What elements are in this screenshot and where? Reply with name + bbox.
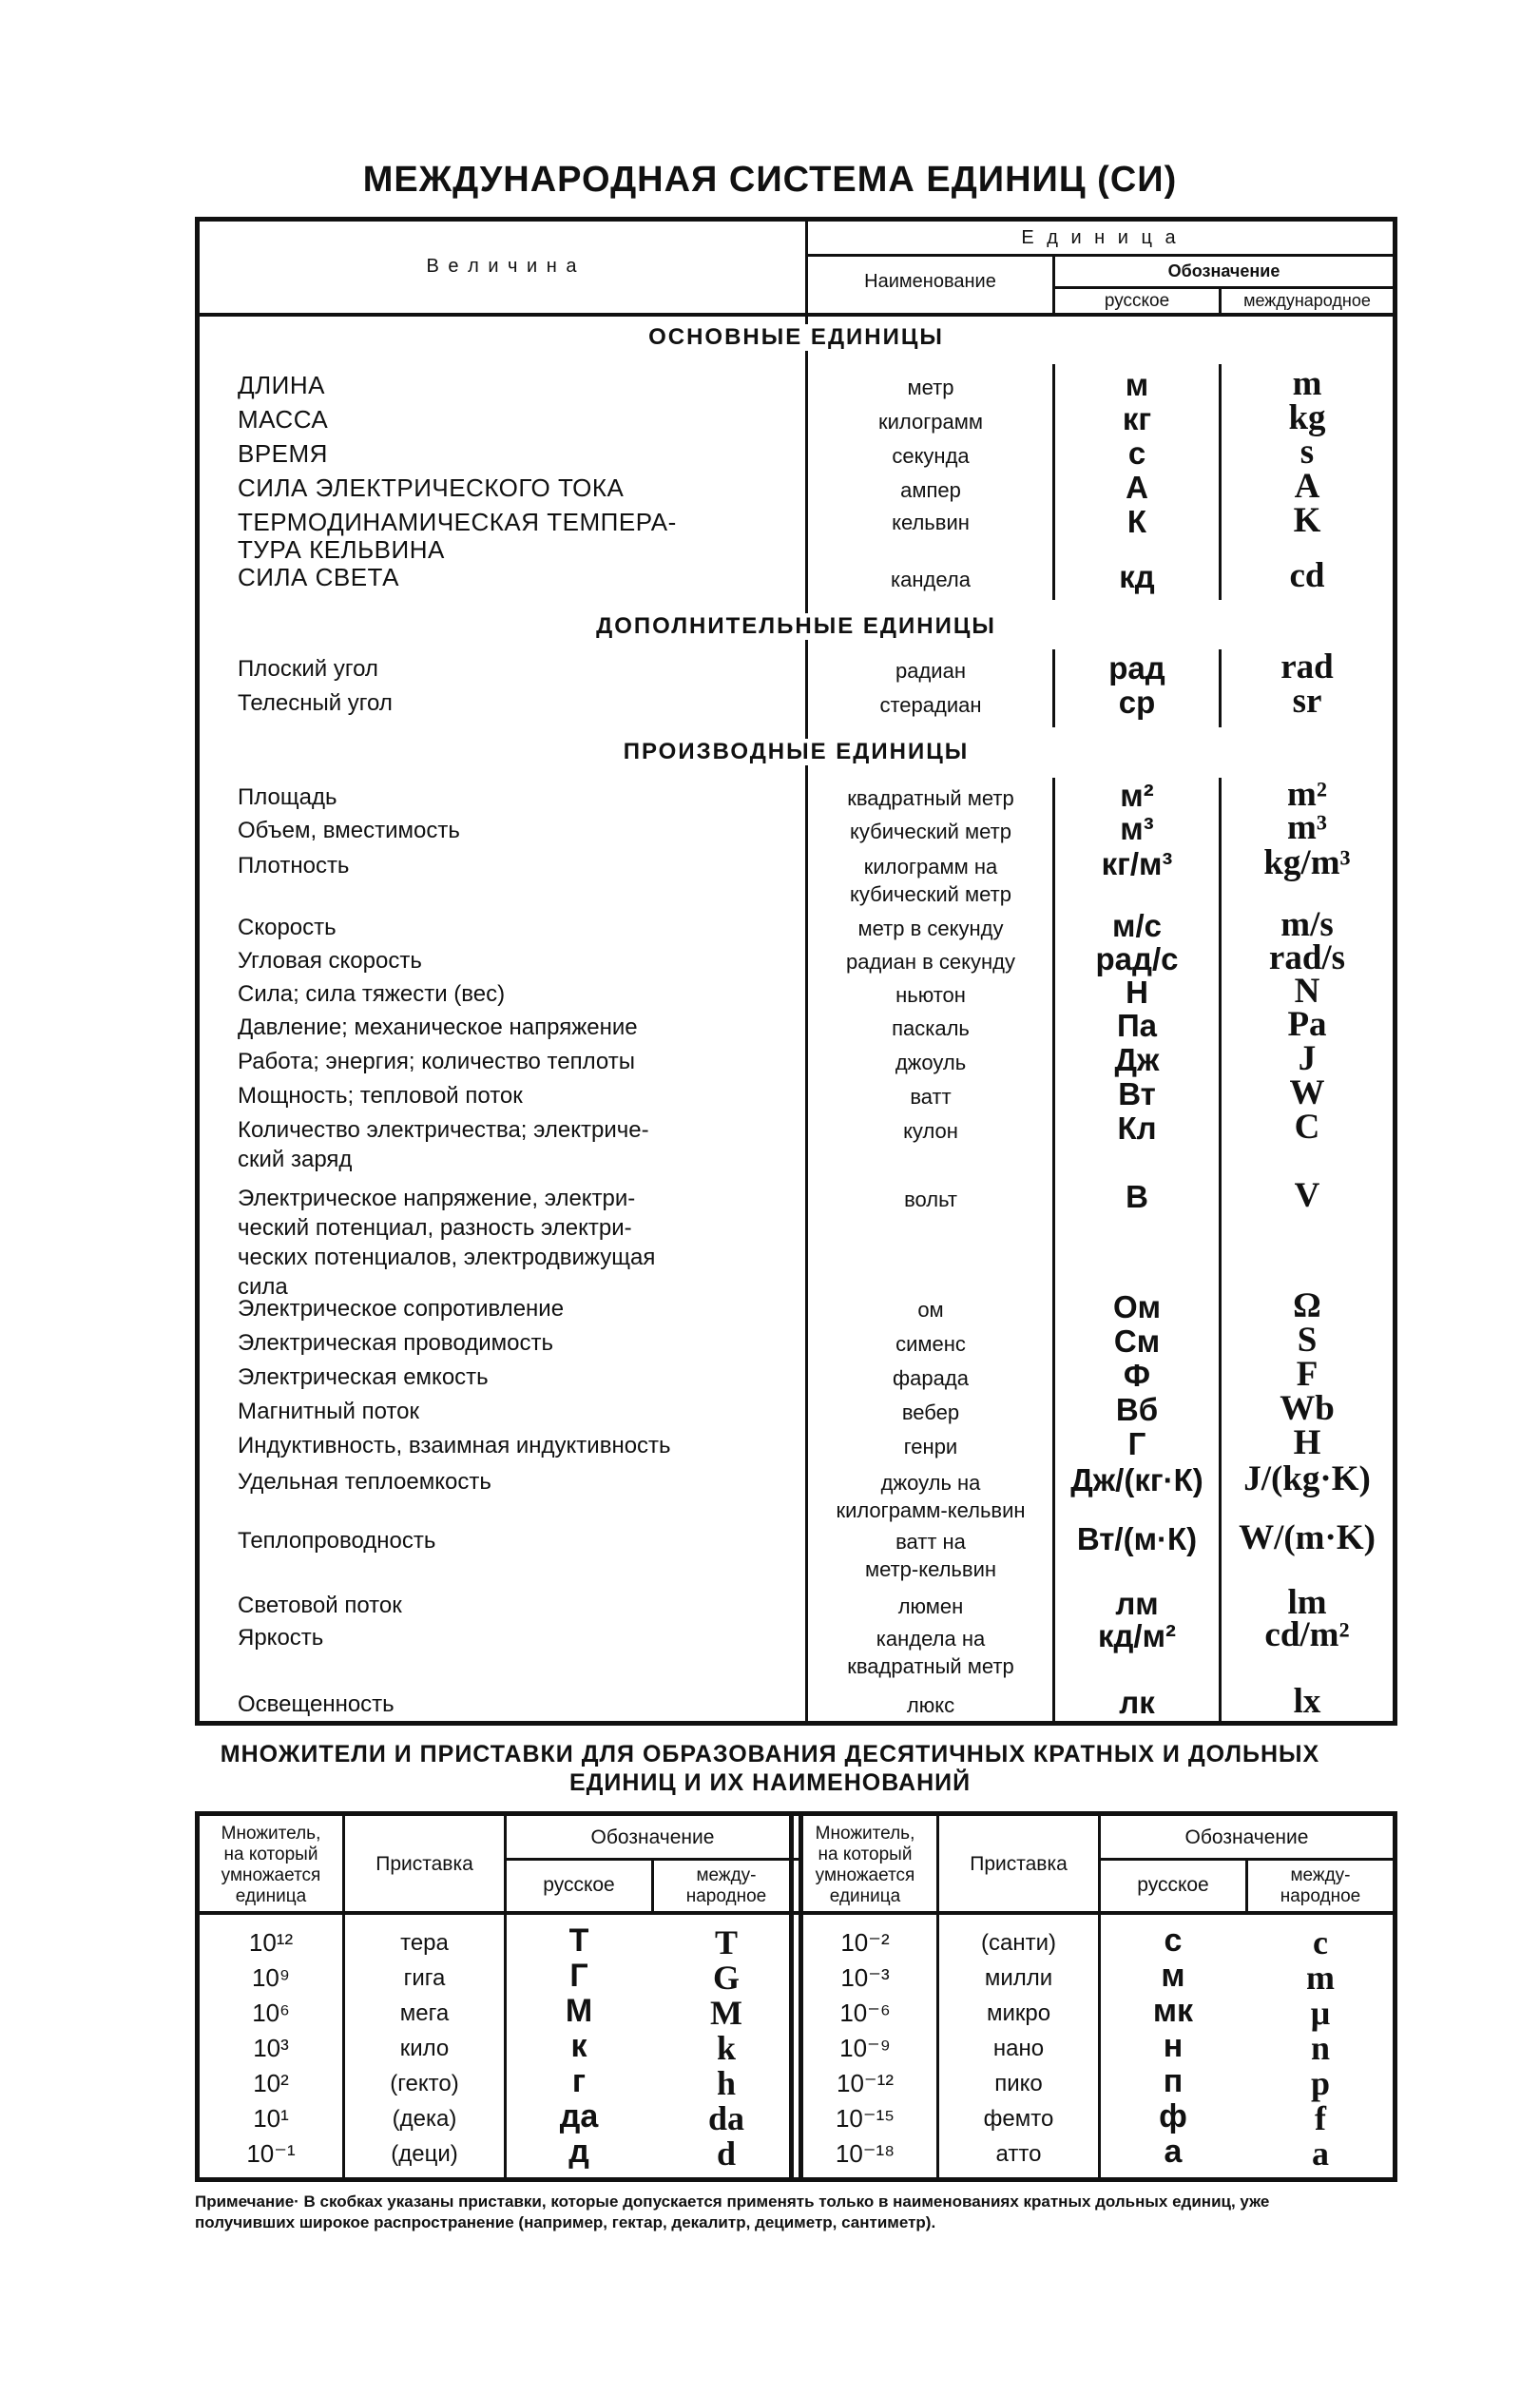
- prefix-cell: кило: [399, 2036, 450, 2061]
- prefix-cell: (санти): [981, 1930, 1056, 1956]
- international-symbol-cell: cd/m²: [1264, 1615, 1350, 1654]
- quantity-cell: СИЛА ЭЛЕКТРИЧЕСКОГО ТОКА: [238, 473, 625, 502]
- international-symbol-cell: Wb: [1280, 1389, 1335, 1428]
- quantity-cell: Угловая скорость: [238, 948, 422, 974]
- unit-name-cell: ватт: [910, 1085, 952, 1109]
- unit-name-cell: секунда: [892, 444, 970, 468]
- quantity-cell: Телесный угол: [238, 690, 393, 716]
- quantity-cell: Электрическая емкость: [238, 1364, 489, 1390]
- unit-name-cell: фарада: [893, 1366, 969, 1390]
- unit-name-cell: стерадиан: [879, 693, 982, 717]
- quantity-cell: Давление; механическое напряжение: [238, 1014, 638, 1040]
- quantity-cell: Удельная теплоемкость: [238, 1469, 491, 1495]
- russian-symbol-cell: В: [1126, 1179, 1148, 1214]
- page-title: МЕЖДУНАРОДНАЯ СИСТЕМА ЕДИНИЦ (СИ): [362, 160, 1178, 200]
- quantity-cell: Электрическое сопротивление: [238, 1296, 565, 1322]
- unit-name-cell: килограмм на кубический метр: [850, 855, 1011, 906]
- quantity-cell: СИЛА СВЕТА: [238, 563, 399, 591]
- international-symbol-cell: m²: [1287, 775, 1327, 814]
- quantity-cell: Площадь: [238, 784, 337, 810]
- multiplier-header: Множитель, на который умножается единица: [221, 1824, 321, 1906]
- russian-symbol-cell: М: [565, 1993, 593, 2029]
- russian-symbol-cell: кг: [1122, 401, 1152, 436]
- footnote: Примечание· В скобках указаны приставки, которые допускается применять только в наименованиях кратных дольных единиц, уже получивших широкое распространение (например, гектар, декалитр, дециметр, сантиметр).: [195, 2192, 1270, 2231]
- international-symbol-cell: k: [716, 2029, 737, 2067]
- russian-symbol-cell: А: [1126, 470, 1148, 505]
- russian-symbol-cell: а: [1164, 2134, 1183, 2170]
- russian-symbol-cell: Дж: [1114, 1042, 1160, 1077]
- international-symbol-cell: J: [1298, 1039, 1317, 1078]
- multiplier-cell: 10⁻²: [840, 1928, 890, 1957]
- international-symbol-cell: V: [1294, 1176, 1320, 1215]
- quantity-cell: Электрическое напряжение, электри- ческий потенциал, разность электри- ческих потенциалов, электродвижущая сила: [238, 1186, 656, 1300]
- russian-symbol-cell: ср: [1118, 685, 1156, 720]
- prefix-header: Приставка: [970, 1853, 1068, 1875]
- prefix-cell: фемто: [983, 2106, 1054, 2132]
- russian-symbol-cell: м: [1125, 367, 1149, 402]
- international-symbol-cell: h: [716, 2064, 737, 2102]
- multiplier-cell: 10⁻³: [840, 1963, 890, 1992]
- unit-name-cell: джоуль: [895, 1051, 967, 1074]
- unit-name-cell: кубический метр: [850, 820, 1011, 843]
- quantity-cell: Теплопроводность: [238, 1528, 436, 1554]
- russian-symbol-cell: м³: [1120, 811, 1154, 846]
- international-symbol-cell: S: [1297, 1321, 1318, 1360]
- unit-name-cell: вебер: [901, 1400, 960, 1424]
- russian-symbol-cell: рад: [1108, 650, 1165, 686]
- prefix-cell: (деци): [391, 2141, 458, 2167]
- international-symbol-cell: kg/m³: [1263, 843, 1351, 882]
- russian-symbol-cell: лм: [1115, 1586, 1159, 1621]
- international-symbol-cell: rad: [1280, 647, 1334, 686]
- international-symbol-cell: cd: [1289, 556, 1325, 595]
- international-header: международное: [1243, 291, 1371, 310]
- international-symbol-cell: d: [716, 2134, 737, 2173]
- russian-symbol-cell: ф: [1159, 2098, 1187, 2134]
- prefix-cell: (гекто): [390, 2071, 459, 2096]
- russian-symbol-cell: да: [559, 2098, 599, 2134]
- unit-name-cell: кельвин: [892, 511, 970, 534]
- unit-name-cell: кулон: [903, 1119, 958, 1143]
- prefix-table-right: [789, 1811, 1397, 2182]
- unit-name-cell: радиан: [895, 659, 966, 683]
- russian-symbol-cell: г: [571, 2063, 587, 2099]
- quantity-cell: МАССА: [238, 405, 329, 434]
- russian-symbol-cell: м/с: [1112, 908, 1162, 943]
- international-symbol-cell: lm: [1287, 1583, 1327, 1622]
- unit-name-cell: метр в секунду: [857, 917, 1004, 940]
- international-symbol-cell: p: [1310, 2064, 1331, 2102]
- russian-symbol-cell: Ом: [1112, 1289, 1162, 1324]
- international-symbol-cell: rad/s: [1268, 938, 1346, 977]
- international-symbol-cell: M: [710, 1994, 742, 2032]
- unit-name-cell: люкс: [906, 1693, 955, 1717]
- designation-header: Обозначение: [1184, 1826, 1309, 1848]
- multiplier-cell: 10⁻¹⁸: [835, 2139, 895, 2168]
- russian-symbol-cell: Н: [1126, 975, 1148, 1010]
- quantity-cell: Световой поток: [238, 1593, 402, 1618]
- international-symbol-cell: K: [1293, 501, 1321, 540]
- international-symbol-cell: f: [1315, 2099, 1326, 2137]
- russian-symbol-cell: Ф: [1123, 1358, 1151, 1393]
- international-symbol-cell: H: [1293, 1423, 1321, 1462]
- prefix-cell: тера: [400, 1930, 449, 1956]
- unit-name-cell: радиан в секунду: [846, 950, 1015, 974]
- russian-symbol-cell: Дж/(кг·К): [1070, 1462, 1203, 1497]
- prefix-cell: нано: [992, 2036, 1045, 2061]
- prefix-table-left: [195, 1811, 803, 2182]
- international-symbol-cell: Ω: [1293, 1286, 1321, 1325]
- international-symbol-cell: A: [1294, 467, 1320, 506]
- international-symbol-cell: W: [1289, 1073, 1325, 1112]
- international-header: между- народное: [685, 1865, 767, 1906]
- international-symbol-cell: Pa: [1287, 1005, 1327, 1044]
- quantity-cell: Количество электричества; электриче- ский заряд: [238, 1117, 649, 1172]
- russian-symbol-cell: мк: [1152, 1993, 1194, 2029]
- quantity-cell: Плоский угол: [238, 656, 378, 682]
- prefix-cell: атто: [995, 2141, 1042, 2167]
- russian-symbol-cell: м²: [1120, 778, 1154, 813]
- russian-header: русское: [543, 1874, 615, 1896]
- russian-symbol-cell: кг/м³: [1101, 846, 1173, 881]
- international-symbol-cell: G: [712, 1959, 740, 1997]
- multiplier-cell: 10⁻¹²: [837, 2069, 894, 2097]
- quantity-cell: Магнитный поток: [238, 1399, 419, 1424]
- multiplier-cell: 10⁶: [252, 1999, 290, 2027]
- quantity-cell: Индуктивность, взаимная индуктивность: [238, 1433, 671, 1458]
- russian-symbol-cell: Г: [1127, 1426, 1146, 1461]
- unit-name-cell: джоуль на килограмм-кельвин: [836, 1471, 1026, 1522]
- russian-symbol-cell: с: [1127, 435, 1146, 471]
- prefix-cell: милли: [984, 1965, 1053, 1991]
- section-supplementary-units: ДОПОЛНИТЕЛЬНЫЕ ЕДИНИЦЫ: [200, 613, 1393, 640]
- multiplier-cell: 10⁻⁶: [839, 1999, 891, 2027]
- section-derived-units: ПРОИЗВОДНЫЕ ЕДИНИЦЫ: [200, 739, 1393, 765]
- international-symbol-cell: a: [1312, 2134, 1329, 2173]
- international-symbol-cell: F: [1296, 1355, 1319, 1394]
- russian-symbol-cell: Па: [1116, 1008, 1158, 1043]
- multiplier-cell: 10⁻⁹: [839, 2034, 891, 2062]
- prefix-cell: мега: [399, 2000, 450, 2026]
- russian-symbol-cell: кд/м²: [1097, 1618, 1177, 1653]
- unit-name-cell: кандела: [891, 568, 971, 591]
- unit-name-cell: вольт: [904, 1188, 957, 1211]
- international-symbol-cell: kg: [1288, 398, 1326, 437]
- russian-symbol-cell: Г: [569, 1958, 588, 1994]
- quantity-cell: ДЛИНА: [238, 371, 325, 399]
- russian-symbol-cell: с: [1164, 1922, 1183, 1959]
- russian-symbol-cell: рад/с: [1095, 941, 1179, 976]
- russian-symbol-cell: н: [1163, 2028, 1184, 2064]
- prefix-cell: (дека): [392, 2106, 457, 2132]
- unit-name-cell: сименс: [895, 1332, 966, 1356]
- prefix-header: Приставка: [375, 1853, 473, 1875]
- designation-header: Обозначение: [1167, 261, 1280, 280]
- multiplier-header: Множитель, на который умножается единица: [815, 1824, 915, 1906]
- russian-symbol-cell: кд: [1119, 559, 1155, 594]
- russian-symbol-cell: Вт: [1118, 1076, 1156, 1111]
- unit-header: Е д и н и ц а: [1021, 227, 1180, 248]
- prefix-cell: пико: [994, 2071, 1043, 2096]
- multiplier-cell: 10²: [253, 2069, 289, 2097]
- prefix-table-title: МНОЖИТЕЛИ И ПРИСТАВКИ ДЛЯ ОБРАЗОВАНИЯ ДЕСЯТИЧНЫХ КРАТНЫХ И ДОЛЬНЫХ ЕДИНИЦ И ИХ НАИМЕНОВАНИЙ: [220, 1741, 1320, 1796]
- international-symbol-cell: n: [1310, 2029, 1331, 2067]
- russian-symbol-cell: Вб: [1115, 1392, 1159, 1427]
- international-symbol-cell: m/s: [1280, 905, 1334, 944]
- unit-name-cell: ньютон: [895, 983, 966, 1007]
- quantity-cell: Мощность; тепловой поток: [238, 1083, 523, 1109]
- unit-name-cell: ампер: [900, 478, 961, 502]
- unit-name-cell: паскаль: [892, 1016, 970, 1040]
- international-symbol-cell: lx: [1293, 1682, 1321, 1721]
- multiplier-cell: 10⁻¹⁵: [835, 2104, 895, 2133]
- international-symbol-cell: T: [714, 1923, 738, 1961]
- russian-header: русское: [1104, 291, 1170, 311]
- russian-symbol-cell: д: [568, 2134, 589, 2170]
- si-units-table: [195, 217, 1397, 1726]
- russian-symbol-cell: п: [1163, 2063, 1184, 2099]
- international-symbol-cell: μ: [1310, 1994, 1331, 2032]
- prefix-cell: гига: [403, 1965, 446, 1991]
- quantity-cell: Яркость: [238, 1625, 324, 1651]
- multiplier-cell: 10⁹: [251, 1963, 291, 1992]
- section-base-units: ОСНОВНЫЕ ЕДИНИЦЫ: [200, 324, 1393, 351]
- russian-symbol-cell: Т: [568, 1922, 589, 1959]
- quantity-cell: Плотность: [238, 853, 350, 879]
- quantity-cell: Сила; сила тяжести (вес): [238, 981, 506, 1007]
- quantity-cell: Электрическая проводимость: [238, 1330, 553, 1356]
- quantity-header: В е л и ч и н а: [426, 256, 579, 277]
- russian-symbol-cell: м: [1161, 1958, 1185, 1994]
- unit-name-cell: метр: [907, 376, 954, 399]
- unit-name-cell: ом: [917, 1298, 944, 1322]
- russian-symbol-cell: См: [1113, 1323, 1161, 1359]
- name-header: Наименование: [864, 271, 996, 292]
- international-symbol-cell: m: [1292, 364, 1322, 403]
- international-symbol-cell: c: [1313, 1923, 1328, 1961]
- russian-symbol-cell: Вт/(м·К): [1076, 1521, 1198, 1556]
- multiplier-cell: 10³: [253, 2034, 289, 2062]
- multiplier-cell: 10¹: [253, 2104, 289, 2133]
- russian-symbol-cell: Кл: [1117, 1111, 1157, 1146]
- international-symbol-cell: m: [1306, 1959, 1335, 1997]
- international-symbol-cell: m³: [1287, 808, 1327, 847]
- international-symbol-cell: da: [707, 2099, 745, 2137]
- unit-name-cell: килограмм: [878, 410, 983, 434]
- international-symbol-cell: C: [1294, 1108, 1320, 1147]
- prefix-cell: микро: [986, 2000, 1051, 2026]
- international-symbol-cell: W/(m·K): [1239, 1518, 1376, 1557]
- quantity-cell: Освещенность: [238, 1691, 395, 1717]
- unit-name-cell: кандела на квадратный метр: [847, 1627, 1014, 1678]
- quantity-cell: Объем, вместимость: [238, 818, 460, 843]
- quantity-cell: Работа; энергия; количество теплоты: [238, 1049, 635, 1074]
- international-symbol-cell: N: [1294, 972, 1320, 1011]
- international-symbol-cell: sr: [1292, 682, 1322, 721]
- international-symbol-cell: J/(kg·K): [1243, 1459, 1371, 1498]
- unit-name-cell: квадратный метр: [847, 786, 1014, 810]
- russian-header: русское: [1137, 1874, 1209, 1896]
- international-symbol-cell: s: [1299, 433, 1315, 472]
- russian-symbol-cell: к: [570, 2028, 587, 2064]
- quantity-cell: ВРЕМЯ: [238, 439, 328, 468]
- multiplier-cell: 10⁻¹: [246, 2139, 296, 2168]
- russian-symbol-cell: лк: [1119, 1685, 1155, 1720]
- unit-name-cell: ватт на метр-кельвин: [864, 1530, 997, 1581]
- international-header: между- народное: [1280, 1865, 1361, 1906]
- multiplier-cell: 10¹²: [248, 1928, 294, 1957]
- designation-header: Обозначение: [590, 1826, 715, 1848]
- unit-name-cell: генри: [903, 1435, 958, 1458]
- quantity-cell: ТЕРМОДИНАМИЧЕСКАЯ ТЕМПЕРА- ТУРА КЕЛЬВИНА: [238, 508, 677, 564]
- quantity-cell: Скорость: [238, 915, 337, 940]
- russian-symbol-cell: К: [1126, 504, 1147, 539]
- unit-name-cell: люмен: [897, 1594, 964, 1618]
